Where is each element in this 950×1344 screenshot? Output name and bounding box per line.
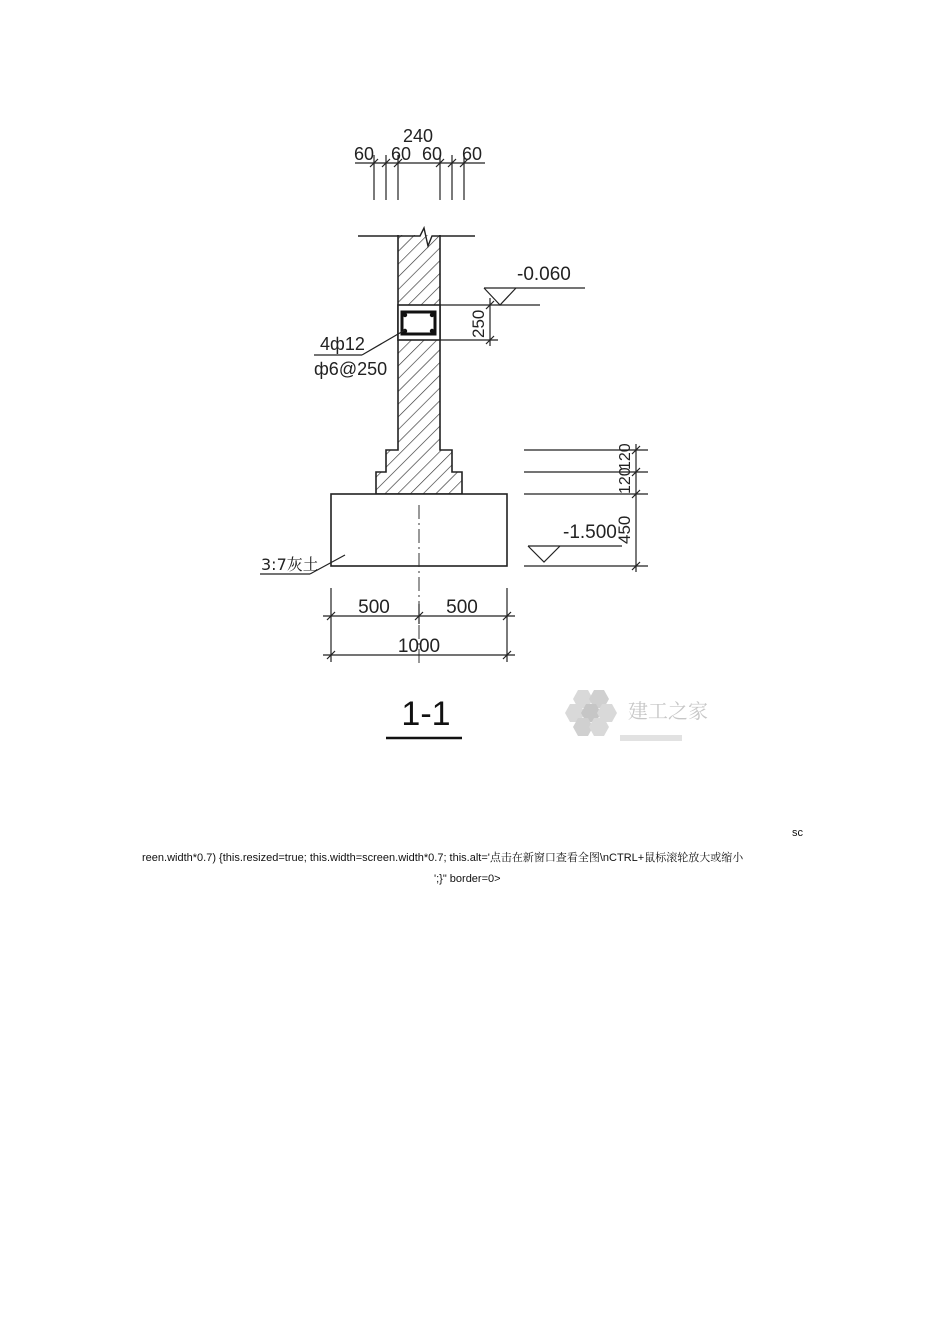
dim-top-left-inner: 60 — [390, 144, 412, 164]
watermark-logo — [565, 690, 708, 741]
footing-material-label: 3:7灰土 — [261, 555, 319, 574]
dim-total: 1000 — [397, 636, 441, 657]
code-text-line-2: reen.width*0.7) {this.resized=true; this.width=screen.width*0.7; this.alt='点击在新窗口查看全图\nCTRL+鼠标滚轮放大或缩小 — [142, 852, 744, 864]
rebar-stirrup-label: ф6@250 — [314, 359, 388, 379]
dim-left-half: 500 — [358, 597, 390, 618]
beam-height-label: 250 — [469, 309, 488, 338]
dim-top-right-outer: 60 — [461, 144, 483, 164]
ring-beam — [398, 305, 440, 340]
rebar-main-label: 4ф12 — [320, 334, 365, 354]
dim-top-right-inner: 60 — [421, 144, 443, 164]
section-title: 1-1 — [401, 695, 451, 733]
dim-top-left-outer: 60 — [353, 144, 375, 164]
step-1-label: 120 — [617, 443, 634, 470]
elevation-bottom-label: -1.500 — [563, 522, 617, 543]
footing-height-label: 450 — [615, 515, 634, 544]
dim-top-total: 240 — [402, 126, 434, 146]
elevation-marker-bottom — [528, 546, 622, 562]
code-text-line-1: sc — [792, 827, 803, 839]
elevation-marker-top — [440, 288, 585, 305]
watermark-text: 建工之家 — [628, 699, 708, 723]
code-text-line-3: ';}" border=0> — [434, 873, 501, 885]
step-2-label: 120 — [617, 467, 634, 494]
elevation-top-label: -0.060 — [517, 264, 571, 285]
dim-right-half: 500 — [446, 597, 478, 618]
